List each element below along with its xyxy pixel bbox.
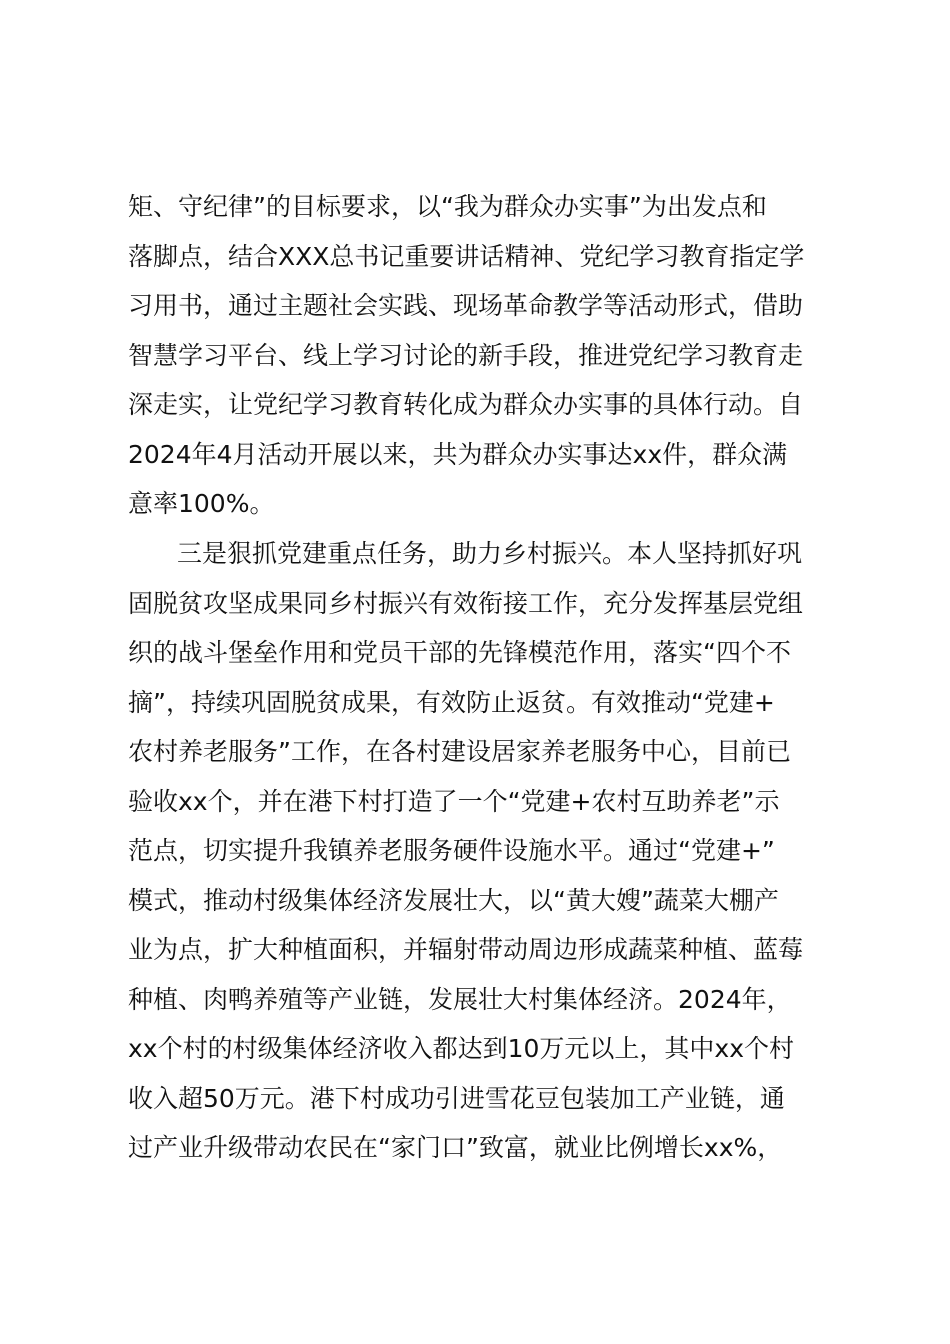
text-line: 种植、肉鸭养殖等产业链，发展壮大村集体经济。2024年， (128, 984, 792, 1014)
text-line: 习用书，通过主题社会实践、现场革命教学等活动形式，借助 (128, 291, 804, 320)
text-line: 织的战斗堡垒作用和党员干部的先锋模范作用，落实“四个不 (128, 638, 791, 667)
text-line: 收入超50万元。港下村成功引进雪花豆包装加工产业链，通 (128, 1083, 785, 1113)
text-line: 落脚点，结合XXX总书记重要讲话精神、党纪学习教育指定学 (128, 241, 805, 271)
text-line: 业为点，扩大种植面积，并辐射带动周边形成蔬菜种植、蓝莓 (128, 935, 804, 964)
paragraph-2 (128, 529, 833, 1173)
paragraph-1 (128, 182, 833, 529)
text-line: 过产业升级带动农民在“家门口”致富，就业比例增长xx%， (128, 1133, 783, 1162)
text-line: xx个村的村级集体经济收入都达到10万元以上，其中xx个村 (128, 1034, 794, 1063)
text-line: 矩、守纪律”的目标要求，以“我为群众办实事”为出发点和 (128, 192, 767, 221)
text-line: 模式，推动村级集体经济发展壮大，以“黄大嫂”蔬菜大棚产 (128, 885, 779, 915)
text-line: 三是狠抓党建重点任务，助力乡村振兴。本人坚持抓好巩 (177, 539, 803, 568)
text-line: 智慧学习平台、线上学习讨论的新手段，推进党纪学习教育走 (128, 340, 804, 370)
text-line: 验收xx个，并在港下村打造了一个“党建+农村互助养老”示 (128, 786, 780, 816)
text-line: 2024年4月活动开展以来，共为群众办实事达xx件，群众满 (128, 439, 788, 469)
text-line: 摘”，持续巩固脱贫成果，有效防止返贫。有效推动“党建+ (128, 687, 775, 717)
text-line: 范点，切实提升我镇养老服务硬件设施水平。通过“党建+” (128, 836, 775, 865)
text-line: 农村养老服务”工作，在各村建设居家养老服务中心，目前已 (128, 737, 791, 766)
text-line: 深走实，让党纪学习教育转化成为群众办实事的具体行动。自 (128, 390, 804, 419)
text-line: 固脱贫攻坚成果同乡村振兴有效衔接工作，充分发挥基层党组 (128, 588, 804, 618)
text-line: 意率100%。 (128, 489, 275, 518)
